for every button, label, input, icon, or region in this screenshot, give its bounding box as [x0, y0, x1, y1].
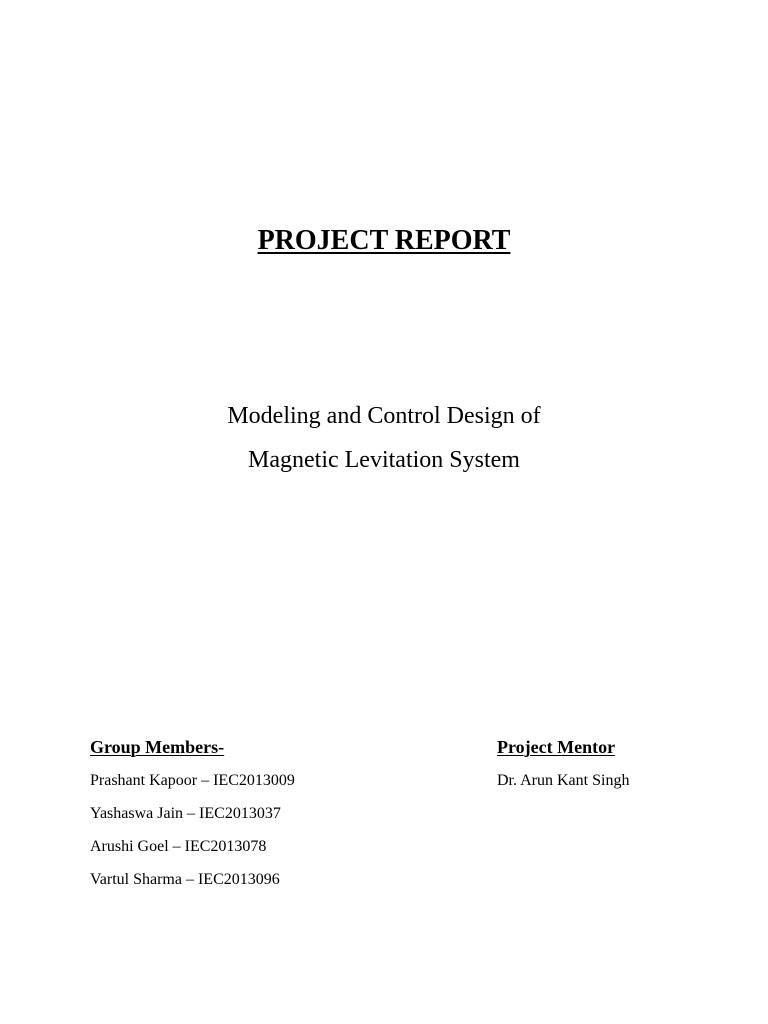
report-subtitle-line-1: Modeling and Control Design of [227, 403, 541, 429]
mentor-name: Dr. Arun Kant Singh [497, 772, 630, 789]
group-member-item: Arushi Goel – IEC2013078 [90, 838, 267, 855]
group-members-heading: Group Members- [90, 737, 225, 757]
project-mentor-heading: Project Mentor [497, 737, 616, 757]
report-subtitle-line-2: Magnetic Levitation System [248, 447, 520, 473]
group-member-item: Prashant Kapoor – IEC2013009 [90, 772, 295, 789]
group-member-item: Vartul Sharma – IEC2013096 [90, 871, 280, 888]
report-title: PROJECT REPORT [257, 225, 511, 256]
group-member-item: Yashaswa Jain – IEC2013037 [90, 805, 281, 822]
